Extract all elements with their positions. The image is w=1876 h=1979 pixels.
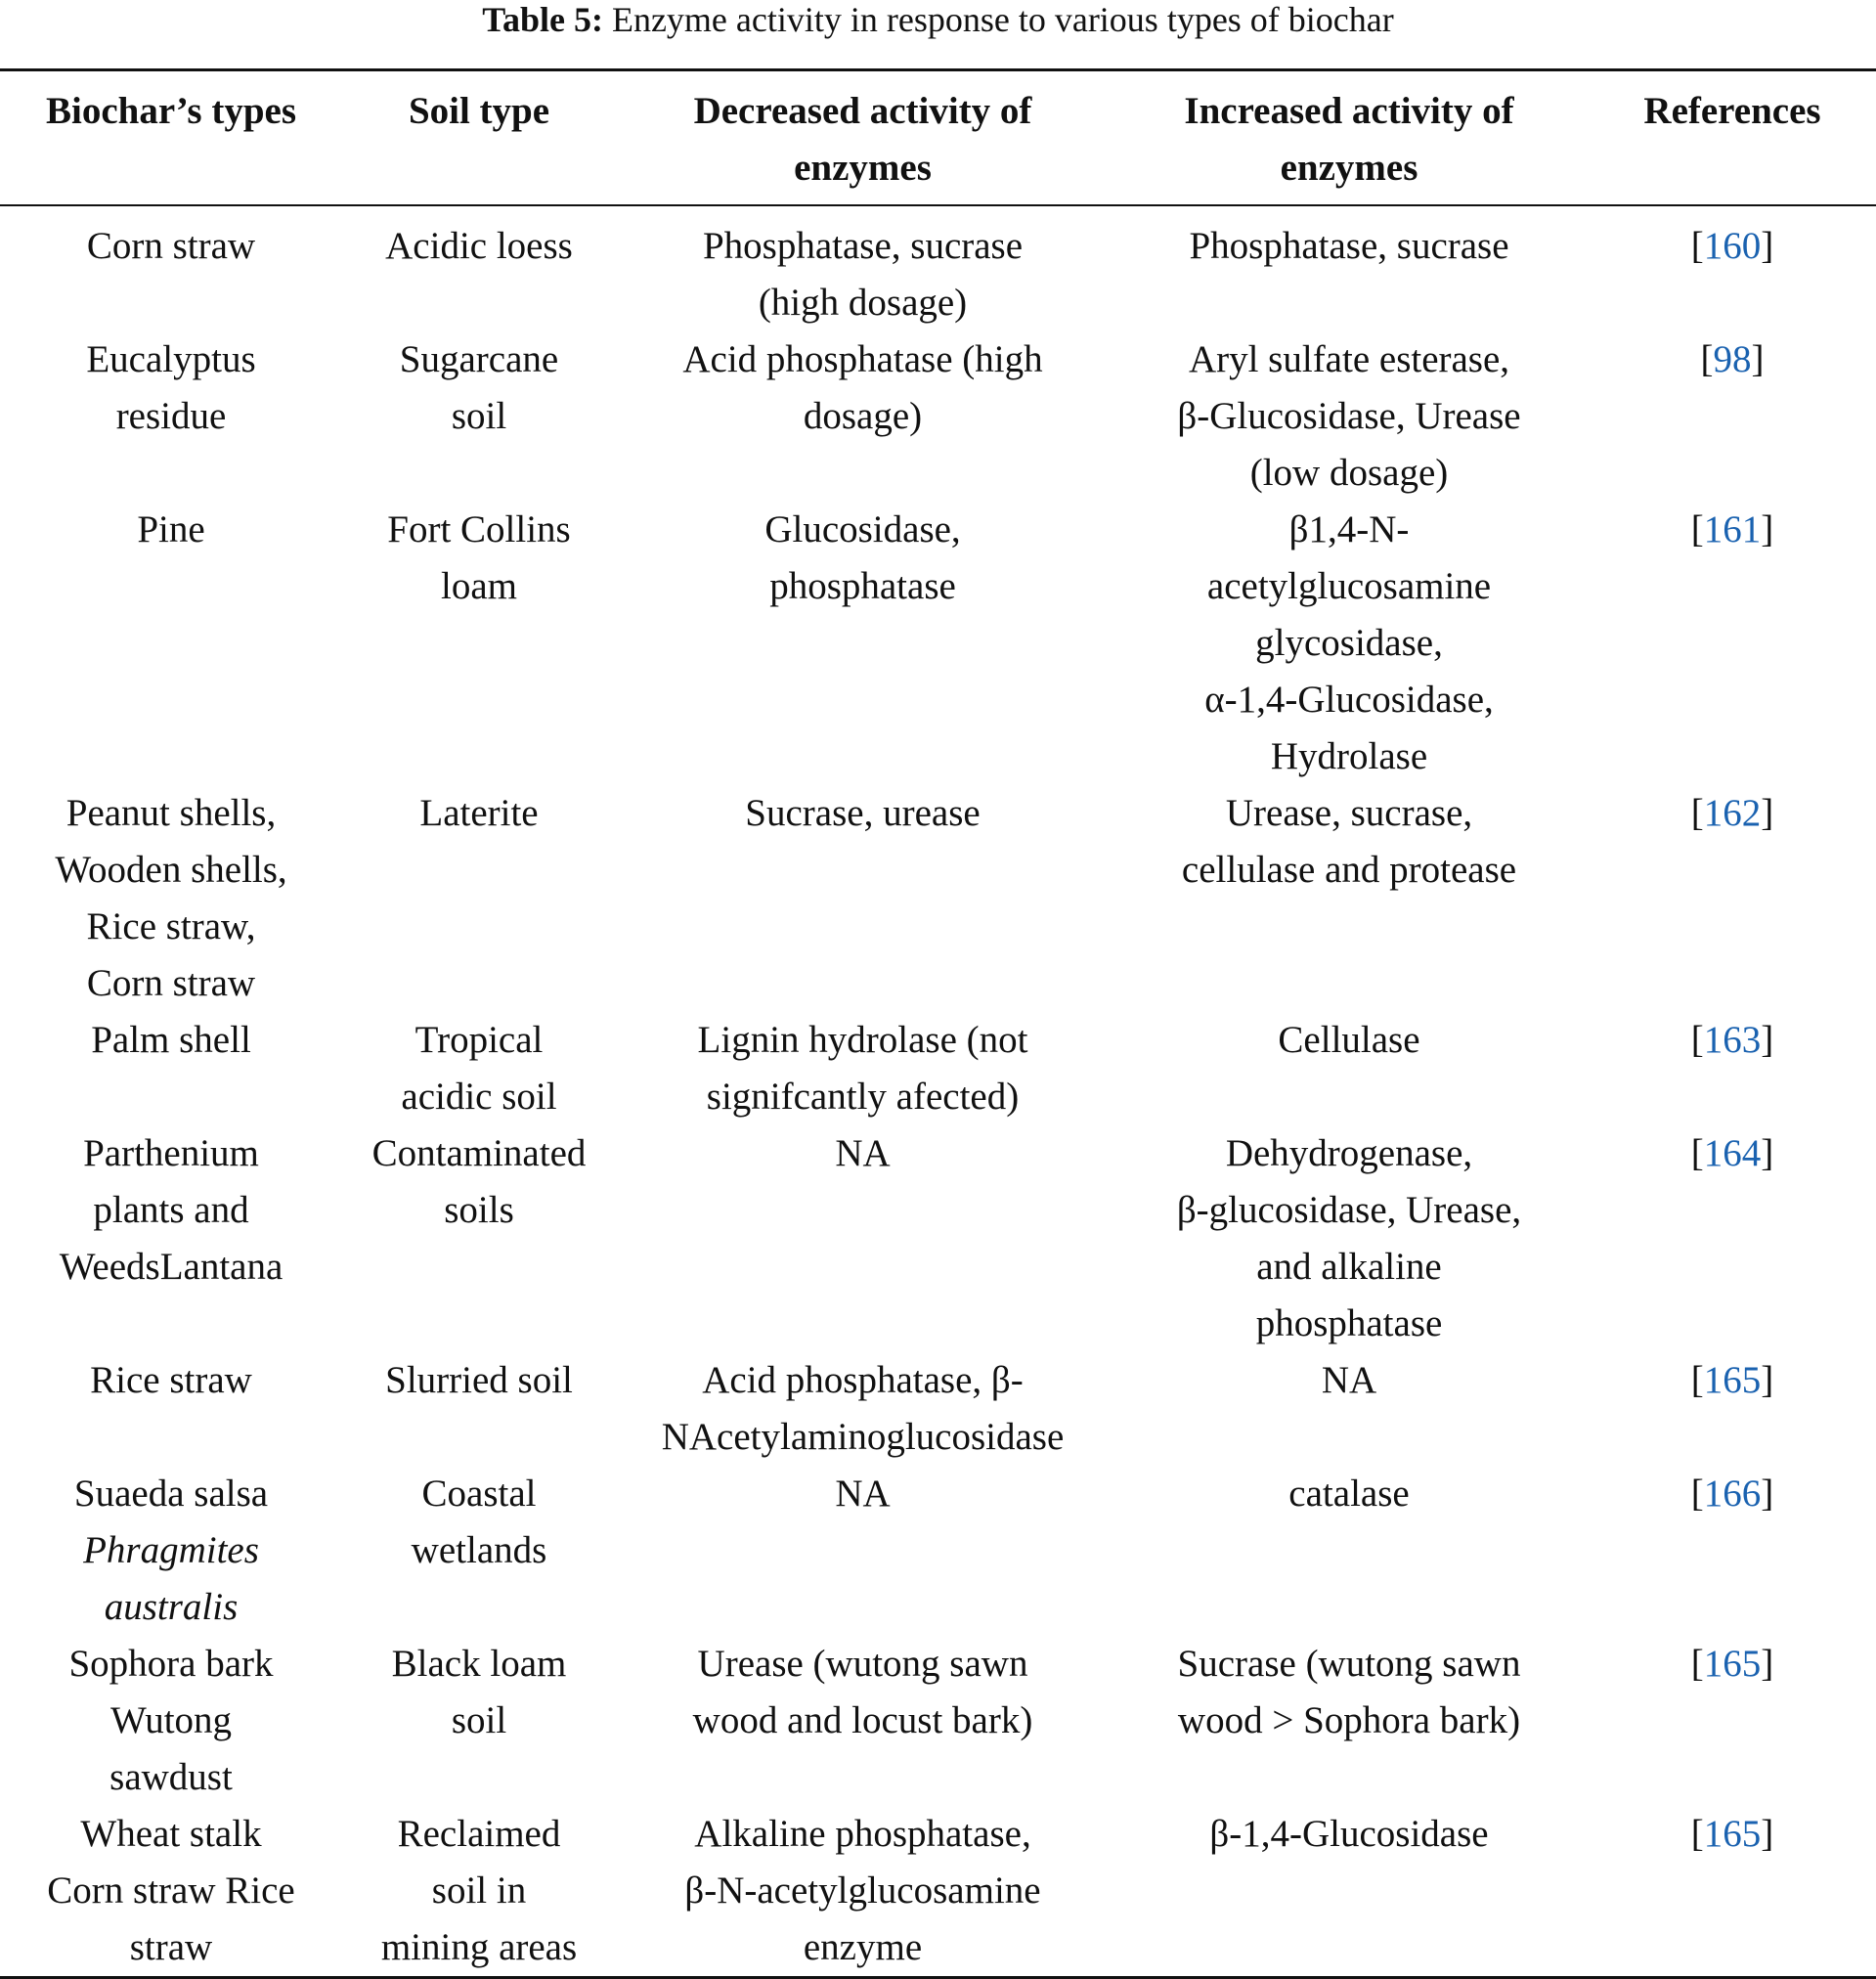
biochar-type-line: Wooden shells,	[55, 849, 287, 891]
biochar-type-line: Phragmites	[83, 1529, 259, 1571]
decreased-enzymes-line: enzyme	[803, 1926, 923, 1968]
header-increased-activity: Increased activity of enzymes	[1184, 90, 1514, 189]
decreased-enzymes-line: Phosphatase, sucrase	[702, 225, 1024, 267]
soil-type-line: Black loam	[391, 1643, 567, 1685]
reference-link[interactable]: 160	[1703, 225, 1762, 267]
biochar-type-cell	[0, 1806, 342, 1978]
decreased-enzymes-line: Acid phosphatase, β-	[702, 1359, 1024, 1401]
decreased-enzymes-cell	[616, 1636, 1110, 1806]
soil-type-cell	[342, 1466, 616, 1636]
reference-cell: [161]	[1690, 508, 1774, 550]
soil-type-line: Slurried soil	[385, 1359, 573, 1401]
header-references: References	[1643, 90, 1821, 132]
soil-type-line: soil	[451, 395, 507, 437]
biochar-type-line: Peanut shells,	[65, 792, 277, 834]
decreased-enzymes-cell	[616, 1352, 1110, 1466]
soil-type-cell	[342, 205, 616, 331]
biochar-type-line: WeedsLantana	[59, 1246, 284, 1288]
decreased-enzymes-line: (high dosage)	[758, 282, 968, 324]
decreased-enzymes-line: NA	[835, 1473, 891, 1515]
biochar-type-cell	[0, 1466, 342, 1636]
biochar-type-line: Palm shell	[91, 1019, 251, 1061]
reference-cell: [165]	[1690, 1813, 1774, 1855]
increased-enzymes-line: phosphatase	[1255, 1302, 1443, 1344]
decreased-enzymes-line: Lignin hydrolase (not	[697, 1019, 1028, 1061]
increased-enzymes-line: α-1,4-Glucosidase,	[1204, 679, 1494, 721]
soil-type-line: loam	[441, 565, 517, 607]
increased-enzymes-line: glycosidase,	[1255, 622, 1443, 664]
biochar-type-line: residue	[115, 395, 227, 437]
biochar-type-line: sawdust	[109, 1756, 233, 1798]
soil-type-line: mining areas	[380, 1926, 578, 1968]
biochar-type-line: Rice straw	[90, 1359, 252, 1401]
table-row	[0, 1125, 1876, 1352]
biochar-type-cell	[0, 1352, 342, 1466]
decreased-enzymes-line: phosphatase	[769, 565, 956, 607]
reference-cell: [163]	[1690, 1019, 1774, 1061]
header-row	[0, 70, 1876, 206]
increased-enzymes-line: β1,4-N-	[1288, 508, 1410, 550]
biochar-type-cell	[0, 205, 342, 331]
reference-cell: [165]	[1690, 1643, 1774, 1685]
increased-enzymes-cell	[1110, 205, 1589, 331]
biochar-type-line: Pine	[137, 508, 205, 550]
increased-enzymes-line: wood > Sophora bark)	[1177, 1699, 1521, 1741]
header-decreased-activity: Decreased activity of enzymes	[693, 90, 1032, 189]
decreased-enzymes-line: Sucrase, urease	[745, 792, 981, 834]
increased-enzymes-line: Hydrolase	[1270, 735, 1428, 777]
increased-enzymes-line: β-glucosidase, Urease,	[1176, 1189, 1522, 1231]
increased-enzymes-line: Phosphatase, sucrase	[1189, 225, 1509, 267]
soil-type-line: Reclaimed	[397, 1813, 561, 1855]
increased-enzymes-line: Dehydrogenase,	[1225, 1132, 1473, 1174]
soil-type-line: soils	[444, 1189, 514, 1231]
decreased-enzymes-line: β-N-acetylglucosamine	[684, 1869, 1041, 1912]
table-body	[0, 205, 1876, 1978]
header-biochar-types: Biochar’s types	[46, 90, 296, 132]
table-caption	[0, 0, 1876, 43]
decreased-enzymes-cell	[616, 205, 1110, 331]
increased-enzymes-line: and alkaline	[1256, 1246, 1442, 1288]
increased-enzymes-line: NA	[1321, 1359, 1377, 1401]
decreased-enzymes-line: wood and locust bark)	[692, 1699, 1033, 1741]
decreased-enzymes-cell	[616, 1806, 1110, 1978]
biochar-type-line: Wutong	[109, 1699, 233, 1741]
reference-link[interactable]: 165	[1703, 1359, 1762, 1401]
increased-enzymes-cell	[1110, 1806, 1589, 1978]
biochar-type-line: Sophora bark	[68, 1643, 274, 1685]
increased-enzymes-line: β-Glucosidase, Urease	[1177, 395, 1521, 437]
soil-type-cell	[342, 1125, 616, 1352]
increased-enzymes-cell	[1110, 1636, 1589, 1806]
header-soil-type: Soil type	[408, 90, 550, 132]
soil-type-cell	[342, 1352, 616, 1466]
table-row	[0, 1352, 1876, 1466]
biochar-type-line: australis	[104, 1586, 239, 1628]
table-row	[0, 1466, 1876, 1636]
decreased-enzymes-line: dosage)	[803, 395, 923, 437]
decreased-enzymes-cell	[616, 1125, 1110, 1352]
soil-type-line: Laterite	[419, 792, 539, 834]
table-row	[0, 205, 1876, 331]
increased-enzymes-line: β-1,4-Glucosidase	[1209, 1813, 1489, 1855]
increased-enzymes-line: catalase	[1288, 1473, 1410, 1515]
biochar-type-line: Corn straw	[86, 962, 256, 1004]
decreased-enzymes-cell	[616, 1012, 1110, 1125]
increased-enzymes-line: Sucrase (wutong sawn	[1177, 1643, 1521, 1685]
table-row	[0, 1806, 1876, 1978]
reference-link[interactable]: 166	[1703, 1473, 1762, 1515]
soil-type-line: Sugarcane	[399, 338, 559, 380]
biochar-type-cell	[0, 785, 342, 1012]
table-row	[0, 1012, 1876, 1125]
soil-type-cell	[342, 502, 616, 785]
decreased-enzymes-line: Glucosidase,	[764, 508, 961, 550]
soil-type-line: Tropical	[414, 1019, 544, 1061]
reference-link[interactable]: 163	[1703, 1019, 1762, 1061]
decreased-enzymes-line: signifcantly afected)	[706, 1076, 1020, 1118]
reference-cell: [165]	[1690, 1359, 1774, 1401]
reference-link[interactable]: 161	[1703, 508, 1762, 550]
biochar-type-line: Suaeda salsa	[73, 1473, 269, 1515]
caption-text: Enzyme activity in response to various types of biochar	[611, 0, 1394, 39]
enzyme-activity-table	[0, 68, 1876, 1979]
soil-type-cell	[342, 1636, 616, 1806]
soil-type-cell	[342, 1012, 616, 1125]
reference-link[interactable]: 165	[1703, 1643, 1762, 1685]
decreased-enzymes-line: Alkaline phosphatase,	[694, 1813, 1031, 1855]
increased-enzymes-cell	[1110, 331, 1589, 502]
soil-type-line: acidic soil	[401, 1076, 557, 1118]
biochar-type-line: Corn straw	[86, 225, 256, 267]
biochar-type-line: Eucalyptus	[86, 338, 256, 380]
biochar-type-line: plants and	[93, 1189, 249, 1231]
increased-enzymes-line: (low dosage)	[1249, 452, 1449, 494]
soil-type-line: Coastal	[421, 1473, 537, 1515]
soil-type-line: wetlands	[411, 1529, 547, 1571]
reference-cell: [98]	[1700, 338, 1765, 380]
increased-enzymes-line: Urease, sucrase,	[1225, 792, 1473, 834]
increased-enzymes-cell	[1110, 1125, 1589, 1352]
caption-label: Table 5:	[482, 0, 603, 39]
reference-cell: [160]	[1690, 225, 1774, 267]
decreased-enzymes-line: NAcetylaminoglucosidase	[661, 1416, 1065, 1458]
biochar-type-line: Corn straw Rice	[47, 1869, 295, 1912]
increased-enzymes-line: Aryl sulfate esterase,	[1188, 338, 1510, 380]
increased-enzymes-cell	[1110, 1352, 1589, 1466]
reference-link[interactable]: 98	[1713, 338, 1752, 380]
increased-enzymes-cell	[1110, 1012, 1589, 1125]
biochar-type-line: straw	[129, 1926, 213, 1968]
biochar-type-line: Wheat stalk	[80, 1813, 262, 1855]
reference-link[interactable]: 165	[1703, 1813, 1762, 1855]
decreased-enzymes-cell	[616, 1466, 1110, 1636]
table-row	[0, 502, 1876, 785]
soil-type-cell	[342, 785, 616, 1012]
decreased-enzymes-line: Urease (wutong sawn	[697, 1643, 1028, 1685]
table-row	[0, 785, 1876, 1012]
decreased-enzymes-line: Acid phosphatase (high	[682, 338, 1043, 380]
biochar-type-line: Rice straw,	[86, 905, 256, 947]
reference-cell: [166]	[1690, 1473, 1774, 1515]
increased-enzymes-cell	[1110, 502, 1589, 785]
reference-cell: [164]	[1690, 1132, 1774, 1174]
decreased-enzymes-line: NA	[835, 1132, 891, 1174]
biochar-type-line: Parthenium	[83, 1132, 259, 1174]
increased-enzymes-line: Cellulase	[1278, 1019, 1420, 1061]
increased-enzymes-line: acetylglucosamine	[1206, 565, 1492, 607]
soil-type-line: Contaminated	[371, 1132, 587, 1174]
biochar-type-cell	[0, 1012, 342, 1125]
decreased-enzymes-cell	[616, 502, 1110, 785]
reference-cell: [162]	[1690, 792, 1774, 834]
reference-link[interactable]: 164	[1703, 1132, 1762, 1174]
increased-enzymes-cell	[1110, 1466, 1589, 1636]
soil-type-line: Acidic loess	[385, 225, 573, 267]
soil-type-line: soil in	[431, 1869, 527, 1912]
reference-link[interactable]: 162	[1703, 792, 1762, 834]
soil-type-cell	[342, 1806, 616, 1978]
soil-type-line: Fort Collins	[387, 508, 571, 550]
increased-enzymes-cell	[1110, 785, 1589, 1012]
biochar-type-cell	[0, 1125, 342, 1352]
table-row	[0, 331, 1876, 502]
table-row	[0, 1636, 1876, 1806]
biochar-type-cell	[0, 502, 342, 785]
decreased-enzymes-cell	[616, 785, 1110, 1012]
decreased-enzymes-cell	[616, 331, 1110, 502]
biochar-type-cell	[0, 331, 342, 502]
increased-enzymes-line: cellulase and protease	[1181, 849, 1517, 891]
soil-type-line: soil	[451, 1699, 507, 1741]
biochar-type-cell	[0, 1636, 342, 1806]
soil-type-cell	[342, 331, 616, 502]
